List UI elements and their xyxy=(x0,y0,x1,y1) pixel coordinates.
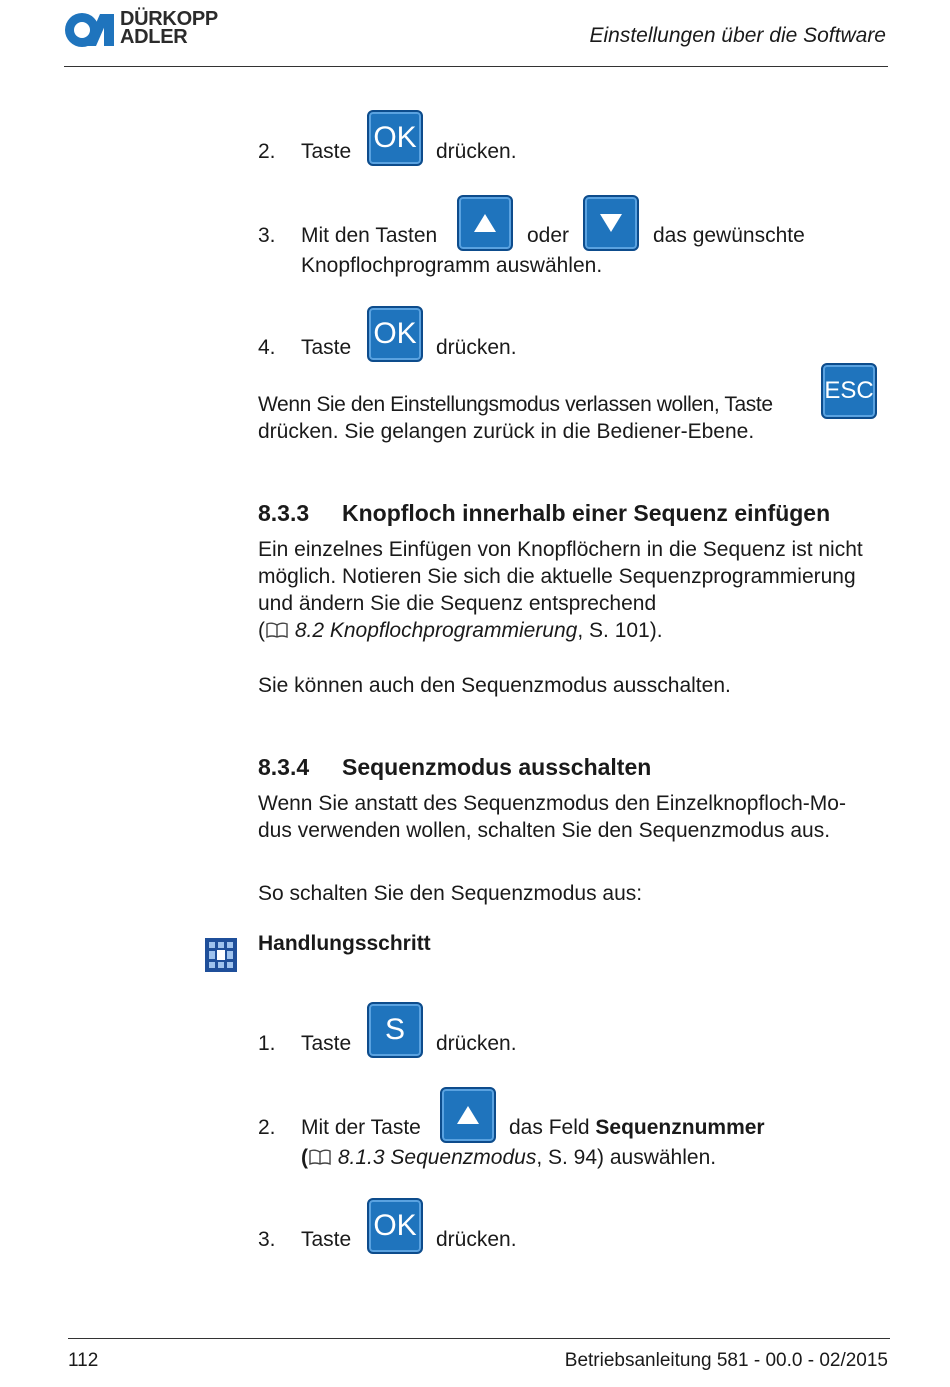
step-text xyxy=(509,1114,765,1141)
ok-key-icon xyxy=(367,306,423,362)
step-text-plain: das Feld xyxy=(509,1116,590,1139)
down-arrow-icon xyxy=(599,213,623,233)
step-text-line2: Knopflochprogramm auswählen. xyxy=(301,254,603,277)
step-text: Taste xyxy=(301,1032,352,1055)
step-text: drücken. xyxy=(436,1228,517,1251)
down-arrow-key-icon xyxy=(583,195,639,251)
header-rule xyxy=(64,66,888,67)
action-heading: Handlungsschritt xyxy=(258,932,431,955)
step-text: Taste xyxy=(301,1228,352,1251)
logo-text xyxy=(120,10,218,46)
key-label: OK xyxy=(373,121,417,154)
up-arrow-key-icon xyxy=(440,1087,496,1143)
step-number: 3. xyxy=(258,1228,276,1251)
section-number: 8.3.4 xyxy=(258,754,310,780)
footer-rule xyxy=(68,1338,890,1339)
step-text: Mit den Tasten xyxy=(301,224,438,247)
paragraph-line: möglich. Notieren Sie sich die aktuelle Sequenzprogrammierung xyxy=(258,565,856,588)
step-text: drücken. xyxy=(436,336,517,359)
cross-reference xyxy=(301,1144,716,1171)
step-number: 3. xyxy=(258,224,276,247)
ref-link-text[interactable]: 8.2 Knopflochprogrammierung xyxy=(294,619,578,642)
logo-line2: ADLER xyxy=(120,26,188,48)
logo-mark-icon xyxy=(64,12,116,48)
step-text: Taste xyxy=(301,336,352,359)
header-title: Einstellungen über die Software xyxy=(589,24,886,47)
step-text: drücken. xyxy=(436,140,517,163)
up-arrow-icon xyxy=(456,1105,480,1125)
section-title: Knopfloch innerhalb einer Sequenz einfügen xyxy=(342,500,831,526)
action-step-icon xyxy=(205,938,237,972)
key-label: S xyxy=(384,1013,405,1046)
esc-note-line2: drücken. Sie gelangen zurück in die Bediener-Ebene. xyxy=(258,420,755,443)
paragraph-line: und ändern Sie die Sequenz entsprechend xyxy=(258,592,657,615)
section-heading-834 xyxy=(258,754,651,781)
ok-key-icon xyxy=(367,1198,423,1254)
field-name: Sequenznummer xyxy=(595,1116,765,1139)
s-key-icon xyxy=(367,1002,423,1058)
ref-link-text[interactable]: 8.1.3 Sequenzmodus xyxy=(337,1146,537,1169)
step-text: drücken. xyxy=(436,1032,517,1055)
ref-open: ( xyxy=(301,1146,308,1169)
step-text: Mit der Taste xyxy=(301,1116,421,1139)
step-number: 2. xyxy=(258,140,276,163)
step-text: das gewünschte xyxy=(653,224,805,247)
ok-key-icon xyxy=(367,110,423,166)
paragraph-line: dus verwenden wollen, schalten Sie den Sequenzmodus aus. xyxy=(258,819,831,842)
cross-reference xyxy=(258,617,663,644)
section-title: Sequenzmodus ausschalten xyxy=(342,754,652,780)
up-arrow-icon xyxy=(473,213,497,233)
book-icon xyxy=(265,621,289,639)
key-label: OK xyxy=(373,1209,417,1242)
paragraph: Sie können auch den Sequenzmodus ausschalten. xyxy=(258,674,731,697)
paragraph-line: Ein einzelnes Einfügen von Knopflöchern in die Sequenz ist nicht xyxy=(258,538,863,561)
step-number: 4. xyxy=(258,336,276,359)
paragraph: So schalten Sie den Sequenzmodus aus: xyxy=(258,882,643,905)
document-reference: Betriebsanleitung 581 - 00.0 - 02/2015 xyxy=(564,1350,888,1371)
paragraph-line: Wenn Sie anstatt des Sequenzmodus den Einzelknopfloch-Mo- xyxy=(258,792,846,815)
step-text: Taste xyxy=(301,140,352,163)
up-arrow-key-icon xyxy=(457,195,513,251)
ref-open: ( xyxy=(258,619,265,642)
page-number: 112 xyxy=(68,1350,99,1371)
ref-tail: , S. 94) auswählen. xyxy=(536,1146,717,1169)
key-label: ESC xyxy=(824,377,874,404)
esc-key-icon xyxy=(821,363,877,419)
key-label: OK xyxy=(373,317,417,350)
step-number: 2. xyxy=(258,1116,276,1139)
section-number: 8.3.3 xyxy=(258,500,310,526)
company-logo xyxy=(64,10,234,50)
step-number: 1. xyxy=(258,1032,276,1055)
book-icon xyxy=(308,1148,332,1166)
ref-tail: , S. 101). xyxy=(577,619,663,642)
step-text: oder xyxy=(527,224,570,247)
section-heading-833 xyxy=(258,500,830,527)
logo-line1: DÜRKOPP xyxy=(120,8,218,30)
esc-note-line1: Wenn Sie den Einstellungsmodus verlassen wollen, Taste xyxy=(258,393,773,416)
